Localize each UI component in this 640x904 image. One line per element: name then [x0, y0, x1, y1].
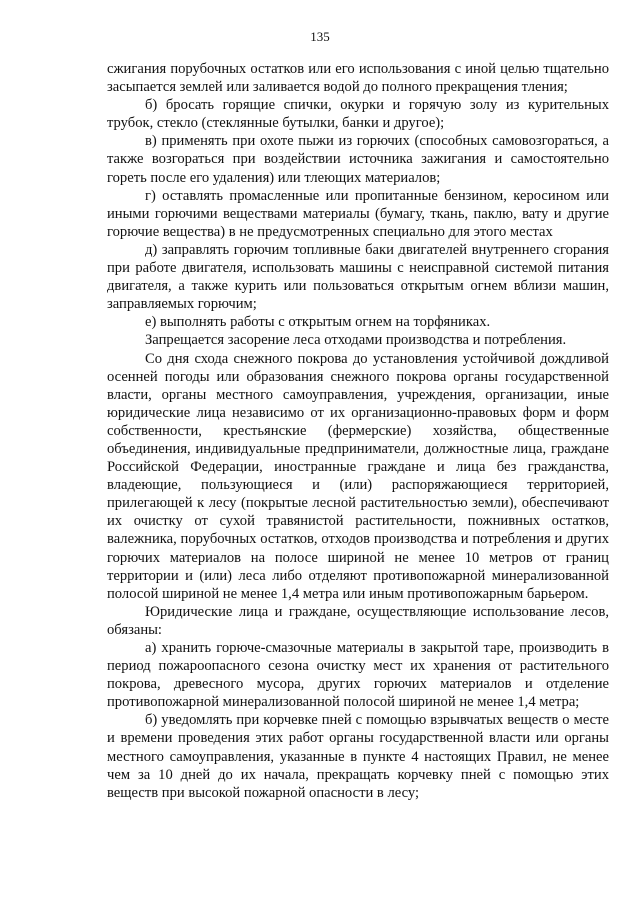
paragraph-item-e: е) выполнять работы с открытым огнем на торфяниках. — [145, 314, 491, 331]
paragraph-clearing-duty: Со дня схода снежного покрова до установления устойчивой дождливой осенней погоды или образования снежного покрова органы государственной власти, органы местного самоуправления, учреждения, организации, иные юридические лица независимо от их организационно-правовых форм и форм собственности, крестьянские (фермерские) хозяйства, общественные объединения, индивидуальные предприниматели, должностные лица, граждане Российской Федерации, иностранные граждане и лица без гражданства, владеющие, пользующиеся и (или) распоряжающиеся территорией, прилегающей к лесу (покрытые лесной растительностью земли), обеспечивают их очистку от сухой травянистой растительности, пожнивных остатков, валежника, порубочных остатков, отходов производства и потребления и других горючих материалов на полосе шириной не менее 10 метров от границ территории и (или) леса либо отделяют противопожарной минерализованной полосой шириной не менее 1,4 метра или иным противопожарным барьером. — [107, 350, 609, 602]
paragraph-item-b: б) бросать горящие спички, окурки и горячую золу из курительных трубок, стекло (стеклянные бутылки, банки и другое); — [107, 97, 609, 132]
paragraph-item-g: г) оставлять промасленные или пропитанные бензином, керосином или иными горючими веществами материалы (бумагу, ткань, паклю, вату и другие горючие вещества) в не предусмотренных специально для этого местах — [107, 187, 609, 240]
paragraph-obligation-b: б) уведомлять при корчевке пней с помощью взрывчатых веществ о месте и времени проведения этих работ органы государственной власти или органы местного самоуправления, указанные в пункте 4 настоящих Правил, не менее чем за 10 дней до их начала, прекращать корчевку пней с помощью этих веществ при высокой пожарной опасности в лесу; — [107, 712, 609, 801]
document-body — [107, 60, 609, 802]
paragraph-item-d: д) заправлять горючим топливные баки двигателей внутреннего сгорания при работе двигателя, использовать машины с неисправной системой питания двигателя, а также курить или пользоваться открытым огнем вблизи машин, заправляемых горючим; — [107, 241, 609, 313]
paragraph-obligation-a: а) хранить горюче-смазочные материалы в закрытой таре, производить в период пожароопасного сезона очистку мест их хранения от растительного покрова, древесного мусора, других горючих материалов и отделение противопожарной минерализованной полосой шириной не менее 1,4 метра; — [107, 640, 609, 711]
paragraph-continuation: сжигания порубочных остатков или его использования с иной целью тщательно засыпается землей или заливается водой до полного прекращения тления; — [107, 61, 609, 96]
page-number: 135 — [310, 29, 330, 44]
paragraph-littering-ban: Запрещается засорение леса отходами производства и потребления. — [145, 332, 567, 349]
paragraph-item-v: в) применять при охоте пыжи из горючих (способных самовозгораться, а также возгораться при воздействии источника зажигания и самостоятельно гореть после его удаления) или тлеющих материалов; — [107, 133, 609, 186]
paragraph-obligations-intro: Юридические лица и граждане, осуществляющие использование лесов, обязаны: — [107, 603, 609, 638]
